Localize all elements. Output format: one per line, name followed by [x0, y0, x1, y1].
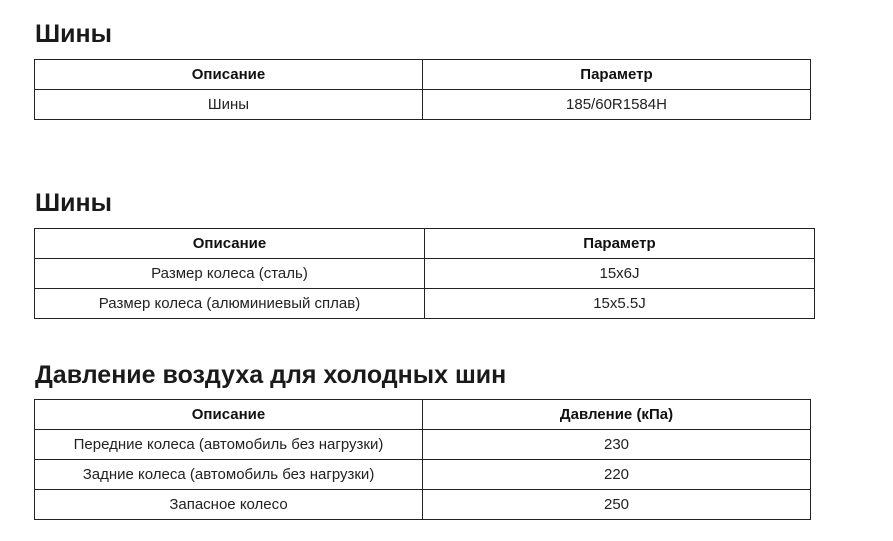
table-header-row — [35, 229, 815, 259]
column-header-pressure: Давление (кПа) — [423, 400, 811, 430]
table-row — [35, 90, 811, 120]
table-cell-parameter: 15x6J — [425, 259, 815, 289]
table-cell-description: Размер колеса (сталь) — [35, 259, 425, 289]
table-cell-description: Передние колеса (автомобиль без нагрузки) — [35, 430, 423, 460]
table-cell-description: Шины — [35, 90, 423, 120]
table-cell-description: Размер колеса (алюминиевый сплав) — [35, 289, 425, 319]
table-cell-parameter: 185/60R1584H — [423, 90, 811, 120]
table-row — [35, 430, 811, 460]
table-cell-pressure: 220 — [423, 460, 811, 490]
table-header-row — [35, 60, 811, 90]
table-cell-pressure: 250 — [423, 490, 811, 520]
column-header-description: Описание — [35, 60, 423, 90]
column-header-description: Описание — [35, 229, 425, 259]
table-cell-pressure: 230 — [423, 430, 811, 460]
column-header-parameter: Параметр — [423, 60, 811, 90]
wheels-table — [34, 228, 815, 319]
table-row — [35, 289, 815, 319]
column-header-parameter: Параметр — [425, 229, 815, 259]
table-row — [35, 460, 811, 490]
table-row — [35, 490, 811, 520]
table-row — [35, 259, 815, 289]
pressure-table — [34, 399, 811, 520]
tires-table — [34, 59, 811, 120]
table-cell-description: Задние колеса (автомобиль без нагрузки) — [35, 460, 423, 490]
table-cell-parameter: 15x5.5J — [425, 289, 815, 319]
section-title-tires: Шины — [35, 20, 112, 48]
section-title-wheels: Шины — [35, 189, 112, 217]
table-header-row — [35, 400, 811, 430]
section-title-cold-tire-pressure: Давление воздуха для холодных шин — [35, 361, 507, 389]
table-cell-description: Запасное колесо — [35, 490, 423, 520]
column-header-description: Описание — [35, 400, 423, 430]
